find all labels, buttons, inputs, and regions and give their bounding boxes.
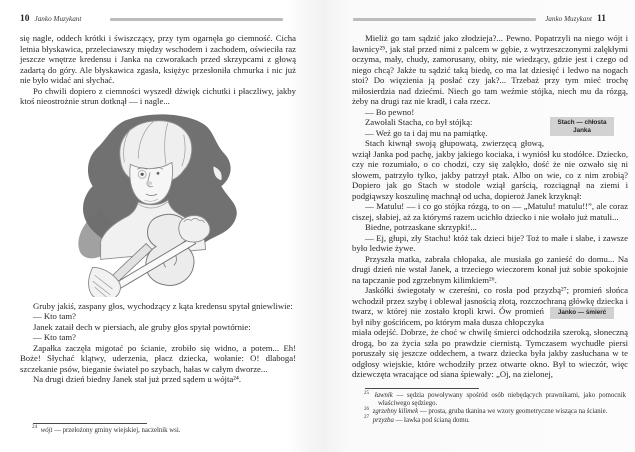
footnote-number: 25 xyxy=(364,390,369,396)
footnote-term: przyzba xyxy=(372,416,394,424)
dialogue-line: — Matulu! — i co go stójka rózgą, to on — „Matulu! matulu!!”, ale coraz ciszej, słabiej, aż za którymś razem ucichło dziecko i nie wołało już matuli... xyxy=(352,201,628,222)
paragraph: Gruby jakiś, zaspany głos, wychodzący z kąta kredensu spytał gniewliwie: xyxy=(33,300,293,311)
sketch-left-eye xyxy=(141,172,144,175)
header-rule-left xyxy=(110,18,283,21)
dialogue-line: — Kto tam? xyxy=(33,332,76,342)
footnote-term: ławnik xyxy=(374,391,393,399)
dialogue-line: — Ej, głupi, zły Stachu! któż tak dzieci bije? Toż to małe i słabe, i zawsze było ledwie żywe. xyxy=(352,232,628,253)
footnote-rule xyxy=(365,388,479,389)
footnote-rule xyxy=(33,423,147,424)
paragraph-part: dziecka i twarz, w której nie zostało kropli krwi. Ów promień był niby gościńcem, po którym mała dusza chłopczyka miała odejść. Dobrze, że choć w chwilę śmierci odchodziła szeroką, słoneczną drogą, bo za życia szła po prawdzie ciernistą. Tymczasem wychudłe piersi poruszały się jeszcze oddechem, a twarz dziecka była jakby zasłuchana w te odgłosy wiejskie, które wchodziły przez otwarte okno. Był to wieczór, więc dziewczęta wracające od siana śpiewały: „Oj, na zielonej, xyxy=(352,295,629,379)
running-title-right: Janko Muzykant xyxy=(545,15,593,23)
running-title-left: Janko Muzykant xyxy=(34,15,82,23)
dialogue-line: — Bo pewno! xyxy=(365,106,415,117)
footnote xyxy=(364,390,628,409)
paragraph: Janek zataił dech w piersiach, ale gruby głos spytał powtórnie: xyxy=(33,321,251,332)
sketch-right-eye xyxy=(157,171,160,174)
sketch-right-hand xyxy=(179,215,210,242)
page-left xyxy=(20,13,296,445)
footnote-number: 26 xyxy=(364,407,369,413)
paragraph: Mieliż go tam sądzić jako złodzieja?... Pewno. Popatrzyli na niego wójt i ławnicy²⁵, jak stał przed nimi z palcem w gębie, z wytrzeszczonymi zalękłymi oczyma, mały, chudy, zamorusany, obity, nie wiedzący, gdzie jest i czego od niego chcą? Jakże tu sądzić taką biedę, co ma lat dziesięć i ledwo na nogach stoi? Do więzienia ją posłać czy jak?... Trzebaż przy tym mieć trochę miłosierdzia nad dziećmi. Niech go tam weźmie stójka, niech mu da rózgą, żeby na drugi raz nie kradł, i cała rzecz. xyxy=(352,33,628,106)
sketch-nose-shade xyxy=(146,181,152,185)
page-number-left: 10 xyxy=(20,14,30,24)
margin-note-janko-smierc: Janko — śmierć xyxy=(550,307,614,319)
footnote-number: 24 xyxy=(32,425,37,431)
footnote-text: — przełożony gminy wiejskiej, naczelnik wsi. xyxy=(54,426,181,434)
paragraph: Biedne, potrzaskane skrzypki!... xyxy=(365,222,477,232)
paragraph: się nagle, oddech krótki i świszczący, przy tym ogarnęła go ciemność. Cicha letnia błyskawica, przeleciawszy między wschodem i zachodem, oświeciła raz jeszcze wnętrze kredensu i Janka na czworakach przed skrzypcami z głową zadartą do góry. Ale błyskawica zgasła, księżyc przesłoniła chmurka i nic już nie było widać ani słychać. xyxy=(20,33,296,85)
footnotes-left xyxy=(20,423,296,435)
footnotes-right xyxy=(352,388,628,425)
paragraph: Stach kiwnął swoją głupowatą, zwierzęcą głową, wziął Janka pod pachę, jakby jakiego kociaka, i wyniósł ku stodółce. Dziecko, czy nie rozumiało, o co chodzi, czy się zalękło, dość że nie ozwało się ni słowem, patrzyło tylko, jakby patrzył ptak. Albo on wie, co z nim zrobią? Dopiero jak go Stach w stodole wziął garścią, rozciągnął na ziemi i podgiąwszy koszulinę machnął od ucha, dopieroż Janek krzyknął: xyxy=(352,138,628,201)
page-number-right: 11 xyxy=(597,14,606,24)
running-head-left xyxy=(20,13,296,25)
footnote-term: wójt xyxy=(40,426,53,434)
footnote xyxy=(364,407,628,416)
footnote-number: 27 xyxy=(364,415,369,421)
paragraph: Zawołali Stacha, co był stójką: xyxy=(365,117,473,127)
footnote-text: — sędzia powoływany spośród osób niebędących prawnikami, jako pomocnik właściwego sędziego. xyxy=(378,391,626,408)
janko-violin-sketch xyxy=(64,109,254,297)
paragraph: Na drugi dzień biedny Janek stał już przed sądem u wójta²⁴. xyxy=(33,374,242,384)
sketch-left-hand xyxy=(89,267,121,297)
footnote-text: — ławka pod ścianą domu. xyxy=(395,416,470,424)
footnote-text: — prosta, gruba tkanina we wzory geometryczne wisząca na ścianie. xyxy=(419,408,608,416)
footnote xyxy=(32,425,296,435)
paragraph-part: Jaskółki świegotały w czereśni, co rosła pod przyzbą²⁷; promień słońca wchodził przez szybę i oblewał jasnością złotą, rozczochraną główkę xyxy=(352,285,628,306)
running-head-right xyxy=(352,13,606,25)
dialogue-line: — Weź go ta i daj mu na pamiątkę. xyxy=(365,127,488,138)
page-right xyxy=(352,13,628,445)
header-rule-right xyxy=(353,18,536,21)
paragraph xyxy=(352,285,628,380)
footnote-term: zgrzebny kilimek xyxy=(372,408,419,416)
dialogue-line: — Kto tam? xyxy=(33,311,76,321)
janko-violin-illustration xyxy=(64,109,254,297)
margin-note-stach-chlosta: Stach — chłosta Janka xyxy=(550,117,614,136)
paragraph: Przyszła matka, zabrała chłopaka, ale musiała go zanieść do domu... Na drugi dzień nie wstał Janek, a trzeciego wieczorem konał już sobie spokojnie na tapczanie pod zgrzebnym kilimkiem²⁶. xyxy=(352,253,628,285)
footnote xyxy=(364,415,628,425)
paragraph: Po chwili dopiero z ciemności wyszedł dźwięk cichutki i płaczliwy, jakby ktoś nieostrożnie strun dotknął — i nagle... xyxy=(20,85,296,106)
paragraph: Zapałka zaczęła migotać po ścianie, zrobiło się widno, a potem... Eh! Boże! Słychać klątwy, uderzenia, płacz dziecka, wołanie: O! dlaboga! szczekanie psów, bieganie świateł po szybach, hałas w całym dworze... xyxy=(20,342,296,374)
